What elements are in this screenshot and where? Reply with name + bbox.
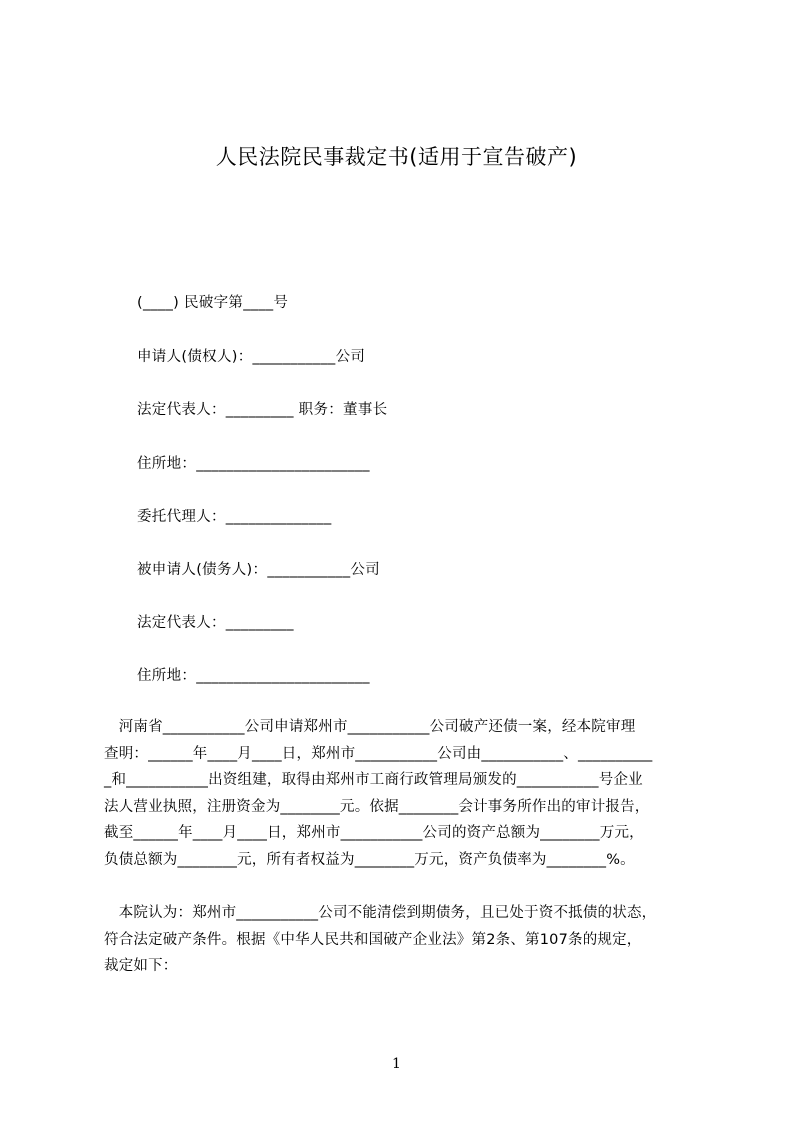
respondent-legal-rep-field: 法定代表人：_________ (137, 615, 294, 631)
agent-field: 委托代理人：______________ (137, 509, 332, 525)
paragraph-line: _和___________出资组建，取得由郑州市工商行政管理局颁发的___________号企业 (104, 772, 643, 788)
applicant-legal-rep-field: 法定代表人：_________ 职务：董事长 (137, 402, 388, 418)
paragraph-line: 本院认为：郑州市___________公司不能清偿到期债务，且已处于资不抵债的状态， (104, 905, 657, 921)
respondent-field: 被申请人(债务人)：___________公司 (137, 562, 380, 578)
document-title: 人民法院民事裁定书(适用于宣告破产) (215, 145, 578, 169)
ruling-paragraph (104, 900, 704, 980)
paragraph-line: 符合法定破产条件。根据《中华人民共和国破产企业法》第2条、第107条的规定， (104, 931, 642, 948)
respondent-address-field: 住所地：_______________________ (137, 668, 370, 684)
paragraph-line: 法人营业执照，注册资金为________元。依据________会计事务所作出的审计报告， (104, 798, 650, 815)
page-number: 1 (392, 1056, 401, 1072)
applicant-field: 申请人(债权人)：___________公司 (137, 349, 366, 365)
paragraph-line: 河南省___________公司申请郑州市___________公司破产还债一案，经本院审理 (104, 719, 636, 735)
applicant-address-field: 住所地：_______________________ (137, 456, 370, 472)
case-number: (____) 民破字第____号 (137, 295, 289, 311)
paragraph-line: 截至______年____月____日，郑州市___________公司的资产总额为________万元， (104, 825, 644, 841)
paragraph-line: 负债总额为________元，所有者权益为________万元，资产负债率为________%。 (104, 851, 635, 868)
paragraph-line: 裁定如下： (104, 958, 178, 974)
findings-paragraph (104, 714, 704, 873)
paragraph-line: 查明：______年____月____日，郑州市___________公司由___________、__________ (104, 745, 653, 762)
